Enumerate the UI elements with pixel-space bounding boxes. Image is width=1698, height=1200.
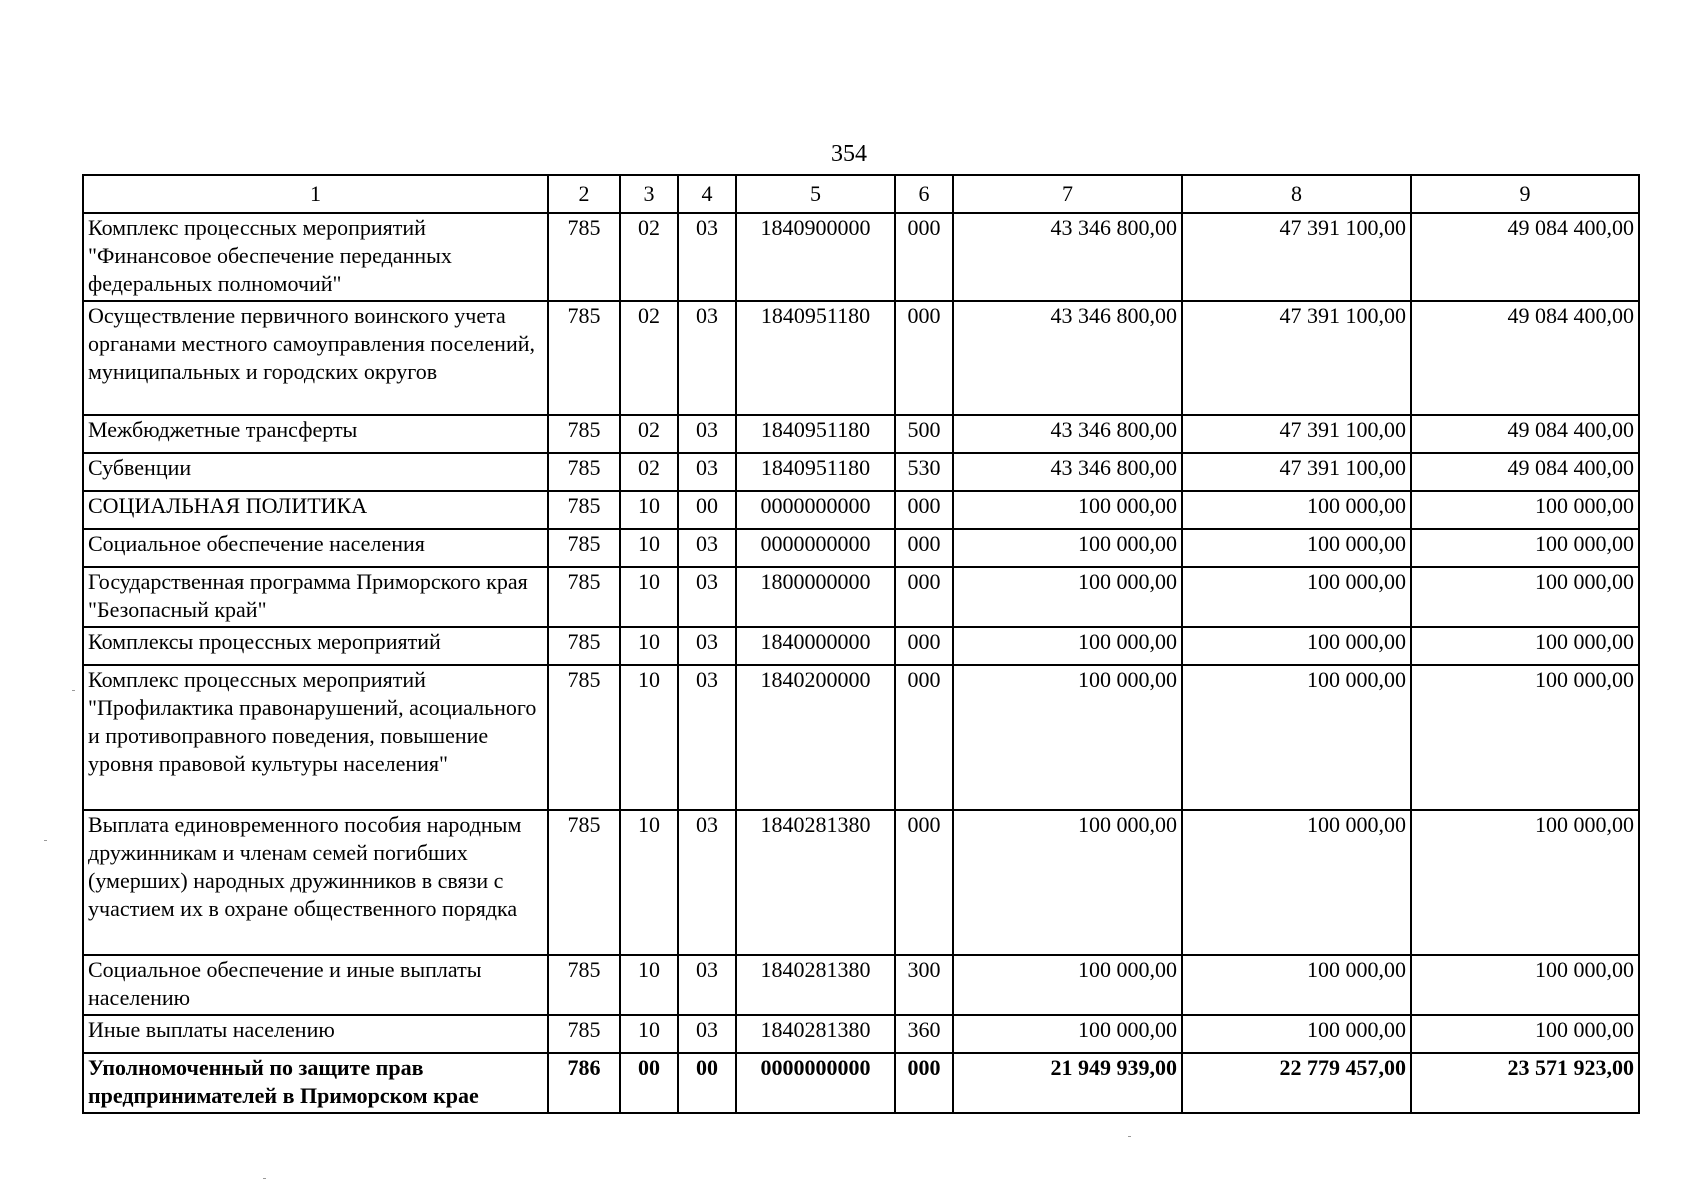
code-cell: 785	[548, 453, 620, 491]
code-cell: 00	[678, 1053, 736, 1113]
code-cell: 00	[678, 491, 736, 529]
row-name-cell: Комплекс процессных мероприятий "Финансовое обеспечение переданных федеральных полномочий"	[83, 213, 548, 301]
amount-cell: 100 000,00	[1182, 567, 1411, 627]
table-row	[83, 810, 1639, 955]
code-cell: 00	[620, 1053, 678, 1113]
amount-cell: 21 949 939,00	[953, 1053, 1182, 1113]
code-cell: 1840900000	[736, 213, 895, 301]
amount-cell: 43 346 800,00	[953, 415, 1182, 453]
code-cell: 10	[620, 1015, 678, 1053]
amount-cell: 49 084 400,00	[1411, 213, 1639, 301]
amount-cell: 47 391 100,00	[1182, 213, 1411, 301]
amount-cell: 43 346 800,00	[953, 453, 1182, 491]
amount-cell: 100 000,00	[1411, 529, 1639, 567]
scan-speck	[1128, 1136, 1131, 1137]
amount-cell: 100 000,00	[1182, 491, 1411, 529]
code-cell: 10	[620, 529, 678, 567]
code-cell: 300	[895, 955, 953, 1015]
column-header: 6	[895, 175, 953, 213]
code-cell: 03	[678, 627, 736, 665]
code-cell: 785	[548, 529, 620, 567]
code-cell: 02	[620, 301, 678, 415]
column-header: 7	[953, 175, 1182, 213]
table-row	[83, 415, 1639, 453]
code-cell: 000	[895, 627, 953, 665]
amount-cell: 100 000,00	[1411, 491, 1639, 529]
code-cell: 000	[895, 567, 953, 627]
code-cell: 530	[895, 453, 953, 491]
code-cell: 02	[620, 453, 678, 491]
code-cell: 785	[548, 415, 620, 453]
code-cell: 1840200000	[736, 665, 895, 810]
table-row	[83, 665, 1639, 810]
code-cell: 03	[678, 301, 736, 415]
code-cell: 1840000000	[736, 627, 895, 665]
row-name-cell: Иные выплаты населению	[83, 1015, 548, 1053]
column-header: 3	[620, 175, 678, 213]
amount-cell: 47 391 100,00	[1182, 453, 1411, 491]
table-row	[83, 213, 1639, 301]
code-cell: 785	[548, 301, 620, 415]
code-cell: 785	[548, 665, 620, 810]
code-cell: 000	[895, 213, 953, 301]
amount-cell: 100 000,00	[953, 627, 1182, 665]
code-cell: 1840281380	[736, 810, 895, 955]
amount-cell: 100 000,00	[1182, 627, 1411, 665]
code-cell: 785	[548, 213, 620, 301]
code-cell: 1840951180	[736, 301, 895, 415]
row-name-cell: Социальное обеспечение населения	[83, 529, 548, 567]
code-cell: 000	[895, 1053, 953, 1113]
amount-cell: 49 084 400,00	[1411, 415, 1639, 453]
code-cell: 000	[895, 301, 953, 415]
code-cell: 10	[620, 627, 678, 665]
row-name-cell: Субвенции	[83, 453, 548, 491]
scan-speck	[263, 1178, 266, 1179]
column-header: 2	[548, 175, 620, 213]
amount-cell: 22 779 457,00	[1182, 1053, 1411, 1113]
table-row	[83, 491, 1639, 529]
amount-cell: 100 000,00	[1182, 665, 1411, 810]
row-name-cell: Межбюджетные трансферты	[83, 415, 548, 453]
table-row	[83, 627, 1639, 665]
row-name-cell: Комплексы процессных мероприятий	[83, 627, 548, 665]
table-row	[83, 301, 1639, 415]
table-row	[83, 1053, 1639, 1113]
table-row	[83, 567, 1639, 627]
table-body	[83, 213, 1639, 1113]
code-cell: 785	[548, 955, 620, 1015]
amount-cell: 100 000,00	[953, 665, 1182, 810]
code-cell: 500	[895, 415, 953, 453]
amount-cell: 100 000,00	[953, 1015, 1182, 1053]
amount-cell: 100 000,00	[953, 567, 1182, 627]
amount-cell: 49 084 400,00	[1411, 453, 1639, 491]
code-cell: 1840281380	[736, 955, 895, 1015]
code-cell: 0000000000	[736, 529, 895, 567]
code-cell: 0000000000	[736, 491, 895, 529]
code-cell: 786	[548, 1053, 620, 1113]
page-number: 354	[831, 141, 867, 167]
code-cell: 10	[620, 491, 678, 529]
column-header: 1	[83, 175, 548, 213]
column-header: 5	[736, 175, 895, 213]
amount-cell: 47 391 100,00	[1182, 415, 1411, 453]
code-cell: 10	[620, 567, 678, 627]
code-cell: 03	[678, 529, 736, 567]
code-cell: 000	[895, 529, 953, 567]
code-cell: 1840281380	[736, 1015, 895, 1053]
code-cell: 0000000000	[736, 1053, 895, 1113]
row-name-cell: Социальное обеспечение и иные выплаты населению	[83, 955, 548, 1015]
code-cell: 02	[620, 213, 678, 301]
code-cell: 1840951180	[736, 415, 895, 453]
code-cell: 785	[548, 810, 620, 955]
table-row	[83, 453, 1639, 491]
scan-speck	[72, 690, 75, 691]
amount-cell: 100 000,00	[1411, 810, 1639, 955]
code-cell: 03	[678, 810, 736, 955]
amount-cell: 100 000,00	[1411, 1015, 1639, 1053]
column-number-row	[83, 175, 1639, 213]
column-header: 4	[678, 175, 736, 213]
code-cell: 1800000000	[736, 567, 895, 627]
amount-cell: 100 000,00	[953, 491, 1182, 529]
code-cell: 03	[678, 1015, 736, 1053]
amount-cell: 100 000,00	[1182, 955, 1411, 1015]
amount-cell: 100 000,00	[1182, 529, 1411, 567]
column-header: 9	[1411, 175, 1639, 213]
code-cell: 03	[678, 567, 736, 627]
row-name-cell: СОЦИАЛЬНАЯ ПОЛИТИКА	[83, 491, 548, 529]
scan-speck	[44, 840, 47, 841]
code-cell: 03	[678, 415, 736, 453]
code-cell: 360	[895, 1015, 953, 1053]
code-cell: 000	[895, 810, 953, 955]
code-cell: 785	[548, 627, 620, 665]
code-cell: 03	[678, 665, 736, 810]
code-cell: 03	[678, 453, 736, 491]
amount-cell: 100 000,00	[1411, 627, 1639, 665]
amount-cell: 100 000,00	[1411, 567, 1639, 627]
row-name-cell: Уполномоченный по защите прав предпринимателей в Приморском крае	[83, 1053, 548, 1113]
code-cell: 03	[678, 213, 736, 301]
amount-cell: 100 000,00	[1182, 1015, 1411, 1053]
row-name-cell: Осуществление первичного воинского учета органами местного самоуправления поселений, муниципальных и городских округов	[83, 301, 548, 415]
code-cell: 10	[620, 665, 678, 810]
code-cell: 1840951180	[736, 453, 895, 491]
amount-cell: 100 000,00	[953, 955, 1182, 1015]
code-cell: 785	[548, 1015, 620, 1053]
code-cell: 03	[678, 955, 736, 1015]
table-row	[83, 529, 1639, 567]
amount-cell: 100 000,00	[1182, 810, 1411, 955]
code-cell: 02	[620, 415, 678, 453]
code-cell: 10	[620, 955, 678, 1015]
row-name-cell: Комплекс процессных мероприятий "Профилактика правонарушений, асоциального и противоправного поведения, повышение уровня правовой культуры населения"	[83, 665, 548, 810]
code-cell: 000	[895, 665, 953, 810]
row-name-cell: Выплата единовременного пособия народным дружинникам и членам семей погибших (умерших) народных дружинников в связи с участием их в охране общественного порядка	[83, 810, 548, 955]
table-row	[83, 1015, 1639, 1053]
amount-cell: 43 346 800,00	[953, 301, 1182, 415]
amount-cell: 100 000,00	[1411, 665, 1639, 810]
amount-cell: 47 391 100,00	[1182, 301, 1411, 415]
amount-cell: 49 084 400,00	[1411, 301, 1639, 415]
amount-cell: 43 346 800,00	[953, 213, 1182, 301]
code-cell: 785	[548, 567, 620, 627]
code-cell: 785	[548, 491, 620, 529]
column-header: 8	[1182, 175, 1411, 213]
row-name-cell: Государственная программа Приморского края "Безопасный край"	[83, 567, 548, 627]
code-cell: 10	[620, 810, 678, 955]
amount-cell: 23 571 923,00	[1411, 1053, 1639, 1113]
amount-cell: 100 000,00	[953, 810, 1182, 955]
code-cell: 000	[895, 491, 953, 529]
budget-table	[82, 174, 1640, 1114]
table-row	[83, 955, 1639, 1015]
amount-cell: 100 000,00	[953, 529, 1182, 567]
amount-cell: 100 000,00	[1411, 955, 1639, 1015]
